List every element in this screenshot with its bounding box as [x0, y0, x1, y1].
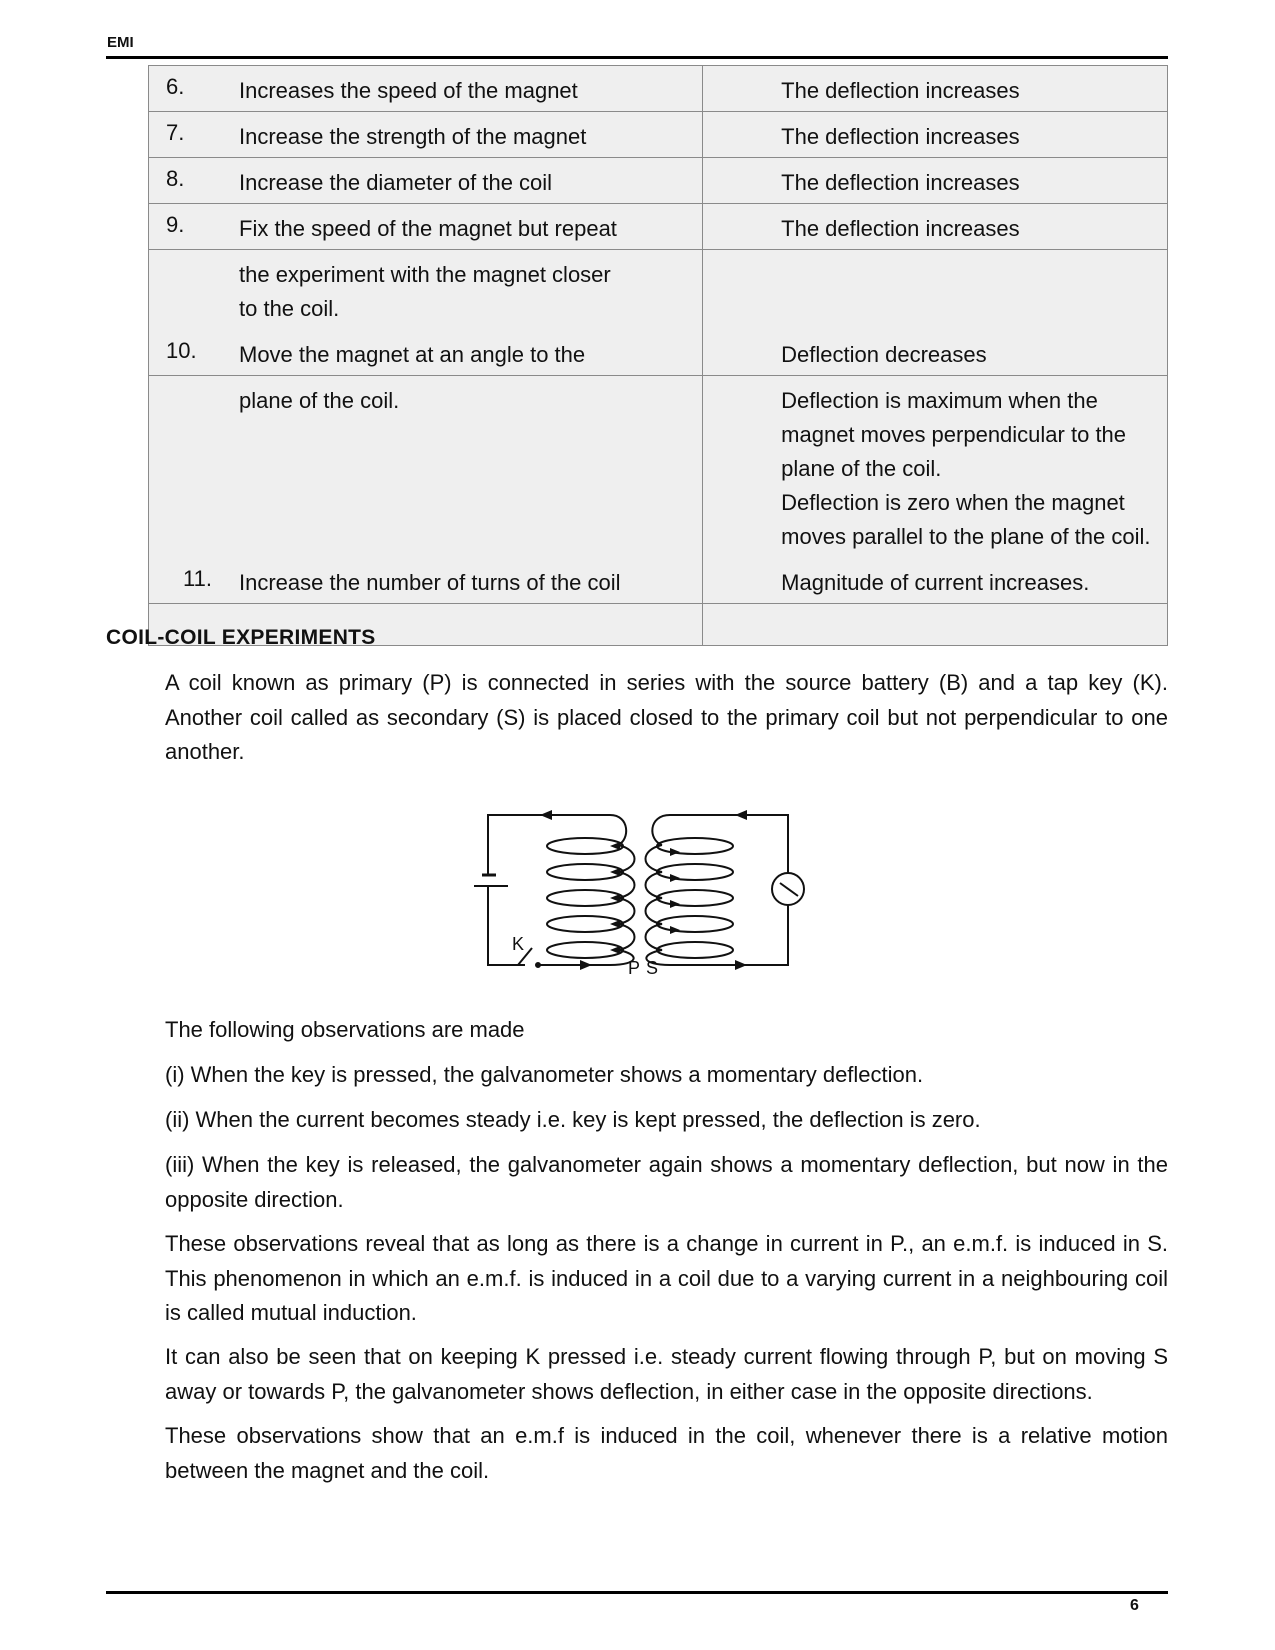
observation-cell — [703, 558, 1168, 604]
observation-text: The deflection increases — [781, 170, 1020, 195]
secondary-label: S — [646, 958, 659, 978]
observation-text: magnet moves perpendicular to the — [781, 422, 1127, 447]
observation-item: (i) When the key is pressed, the galvanometer shows a momentary deflection. — [165, 1062, 924, 1087]
action-cell — [149, 204, 703, 250]
primary-coil-icon — [547, 815, 635, 965]
row-number: 10. — [166, 337, 197, 363]
secondary-coil-icon — [646, 815, 734, 965]
action-cell — [149, 250, 703, 330]
observation-cell — [703, 330, 1168, 376]
body-paragraph: These observations show that an e.m.f is induced in the coil, whenever there is a relative motion between the magnet and the coil. — [165, 1423, 1168, 1483]
action-cell — [149, 330, 703, 376]
observation-cell — [703, 66, 1168, 112]
action-text: Increase the number of turns of the coil — [239, 569, 621, 595]
action-cell — [149, 112, 703, 158]
row-number: 7. — [166, 120, 185, 145]
body-paragraph: It can also be seen that on keeping K pressed i.e. steady current flowing through P, but on moving S away or towards P, the galvanometer shows deflection, in either case in the opposite directions. — [165, 1344, 1168, 1404]
observation-text: The deflection increases — [781, 78, 1020, 103]
empty-cell — [703, 604, 1168, 646]
table-row — [149, 250, 1168, 330]
table-row — [149, 558, 1168, 604]
table-row — [149, 112, 1168, 158]
action-text: Increase the strength of the magnet — [239, 124, 587, 149]
row-number — [149, 250, 239, 326]
table-row — [149, 158, 1168, 204]
observations-lead: The following observations are made — [165, 1017, 525, 1042]
observation-cell — [703, 376, 1168, 558]
table-row — [149, 204, 1168, 250]
row-number: 8. — [166, 166, 185, 191]
table-row — [149, 376, 1168, 558]
row-number: 9. — [166, 212, 185, 237]
observation-text: moves parallel to the plane of the coil. — [781, 524, 1151, 549]
key-label: K — [512, 934, 525, 954]
action-text: Increase the diameter of the coil — [239, 170, 553, 195]
action-text: Move the magnet at an angle to the — [239, 341, 586, 367]
observation-text: Deflection is maximum when the — [781, 388, 1098, 413]
header-rule — [106, 56, 1168, 59]
observation-cell — [703, 250, 1168, 330]
observation-item: (iii) When the key is released, the galvanometer again shows a momentary deflection, but now in the opposite direction. — [165, 1152, 1168, 1212]
galvanometer-icon — [772, 873, 804, 905]
action-text: to the coil. — [239, 296, 340, 321]
battery-icon — [474, 875, 508, 886]
page-number: 6 — [1130, 1597, 1139, 1614]
section-heading: COIL-COIL EXPERIMENTS — [106, 626, 376, 649]
observation-cell — [703, 158, 1168, 204]
observation-item: (ii) When the current becomes steady i.e. key is kept pressed, the deflection is zero. — [165, 1107, 981, 1132]
action-cell — [149, 376, 703, 558]
intro-paragraph: A coil known as primary (P) is connected in series with the source battery (B) and a tap key (K). Another coil called as secondary (S) is placed closed to the primary coil but not perpendicular to one another. — [165, 670, 1168, 764]
row-number — [149, 376, 239, 418]
row-number: 6. — [166, 74, 185, 99]
observation-text: Magnitude of current increases. — [781, 569, 1090, 595]
action-text: Increases the speed of the magnet — [239, 78, 578, 103]
observation-cell — [703, 204, 1168, 250]
footer-rule — [106, 1591, 1168, 1594]
observation-text: The deflection increases — [781, 124, 1020, 149]
body-paragraph: These observations reveal that as long as there is a change in current in P., an e.m.f. is induced in S. This phenomenon in which an e.m.f. is induced in a coil due to a varying current in a neighbouring coil is called mutual induction. — [165, 1231, 1168, 1325]
action-cell — [149, 66, 703, 112]
observation-text: plane of the coil. — [781, 456, 942, 481]
primary-top-wire — [488, 815, 610, 875]
circuit-diagram — [470, 800, 810, 980]
observation-text: Deflection is zero when the magnet — [781, 490, 1125, 515]
table-row — [149, 330, 1168, 376]
row-number: 11. — [183, 565, 212, 591]
table-row — [149, 66, 1168, 112]
secondary-bottom-wire — [670, 905, 788, 965]
action-text: plane of the coil. — [239, 388, 400, 413]
observations-table — [148, 65, 1168, 646]
running-header: EMI — [107, 34, 134, 51]
action-text: Fix the speed of the magnet but repeat — [239, 216, 617, 241]
action-text: the experiment with the magnet closer — [239, 262, 611, 287]
primary-label: P — [628, 958, 641, 978]
observation-cell — [703, 112, 1168, 158]
observation-text: Deflection decreases — [781, 341, 987, 367]
action-cell — [149, 558, 703, 604]
action-cell — [149, 158, 703, 204]
observation-text: The deflection increases — [781, 216, 1020, 241]
